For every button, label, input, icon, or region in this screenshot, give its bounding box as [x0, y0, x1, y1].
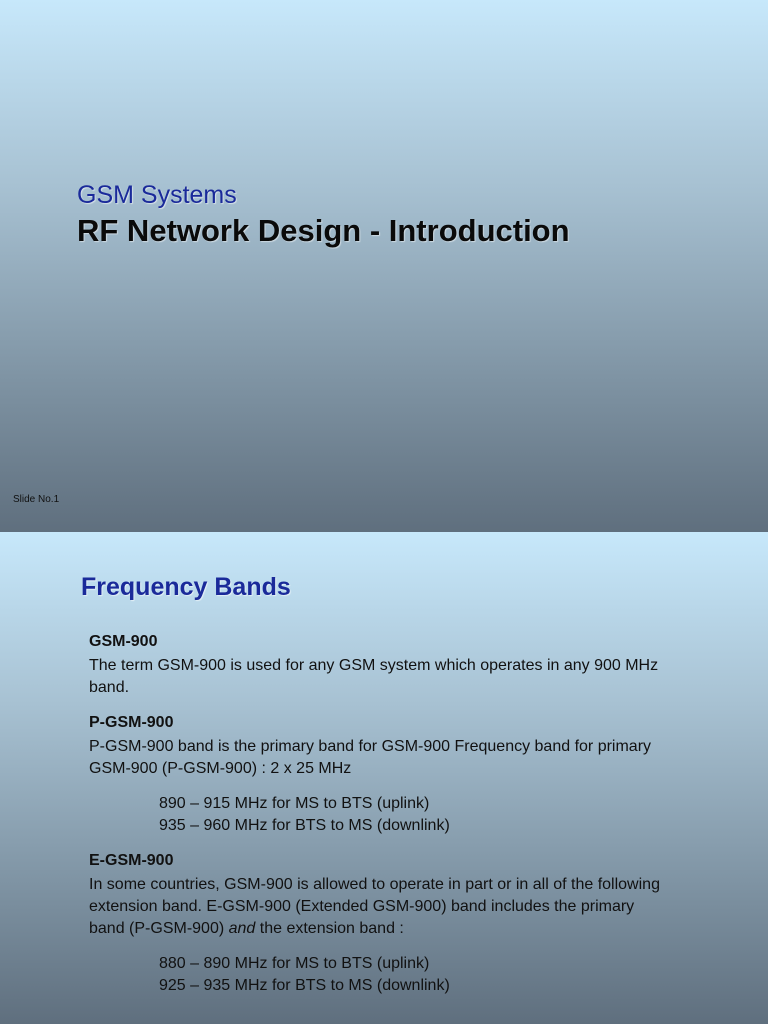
text-segment: band (P-GSM-900)	[89, 920, 229, 937]
text-line: GSM-900 (P-GSM-900) : 2 x 25 MHz	[89, 760, 352, 777]
section-title: P-GSM-900	[89, 714, 174, 731]
slide-title: RF Network Design - Introduction	[77, 213, 570, 248]
section-text	[89, 874, 749, 940]
slide-subtitle: GSM Systems	[77, 181, 237, 209]
text-line: band.	[89, 679, 130, 696]
section-egsm900	[89, 850, 749, 997]
text-segment: the extension band :	[255, 920, 404, 937]
section-gsm900	[89, 631, 749, 699]
band-list	[159, 953, 749, 997]
band-downlink: 925 – 935 MHz for BTS to MS (downlink)	[159, 977, 450, 994]
section-title: E-GSM-900	[89, 852, 174, 869]
band-uplink: 890 – 915 MHz for MS to BTS (uplink)	[159, 795, 430, 812]
text-line: extension band. E-GSM-900 (Extended GSM-900) band includes the primary	[89, 898, 635, 915]
emphasis-text: and	[228, 920, 256, 937]
slide-2	[0, 532, 768, 1024]
section-pgsm900	[89, 712, 749, 837]
slide-content	[89, 631, 749, 997]
text-line: P-GSM-900 band is the primary band for GSM-900 Frequency band for primary	[89, 738, 652, 755]
band-downlink: 935 – 960 MHz for BTS to MS (downlink)	[159, 817, 450, 834]
band-uplink: 880 – 890 MHz for MS to BTS (uplink)	[159, 955, 430, 972]
section-title: GSM-900	[89, 633, 158, 650]
band-list	[159, 793, 749, 837]
slide-number: Slide No.1	[13, 494, 60, 505]
text-line	[89, 918, 749, 940]
section-text	[89, 736, 749, 780]
section-text	[89, 655, 749, 699]
slide-heading: Frequency Bands	[81, 573, 291, 601]
text-line: In some countries, GSM-900 is allowed to operate in part or in all of the following	[89, 876, 660, 893]
text-line: The term GSM-900 is used for any GSM system which operates in any 900 MHz	[89, 657, 659, 674]
